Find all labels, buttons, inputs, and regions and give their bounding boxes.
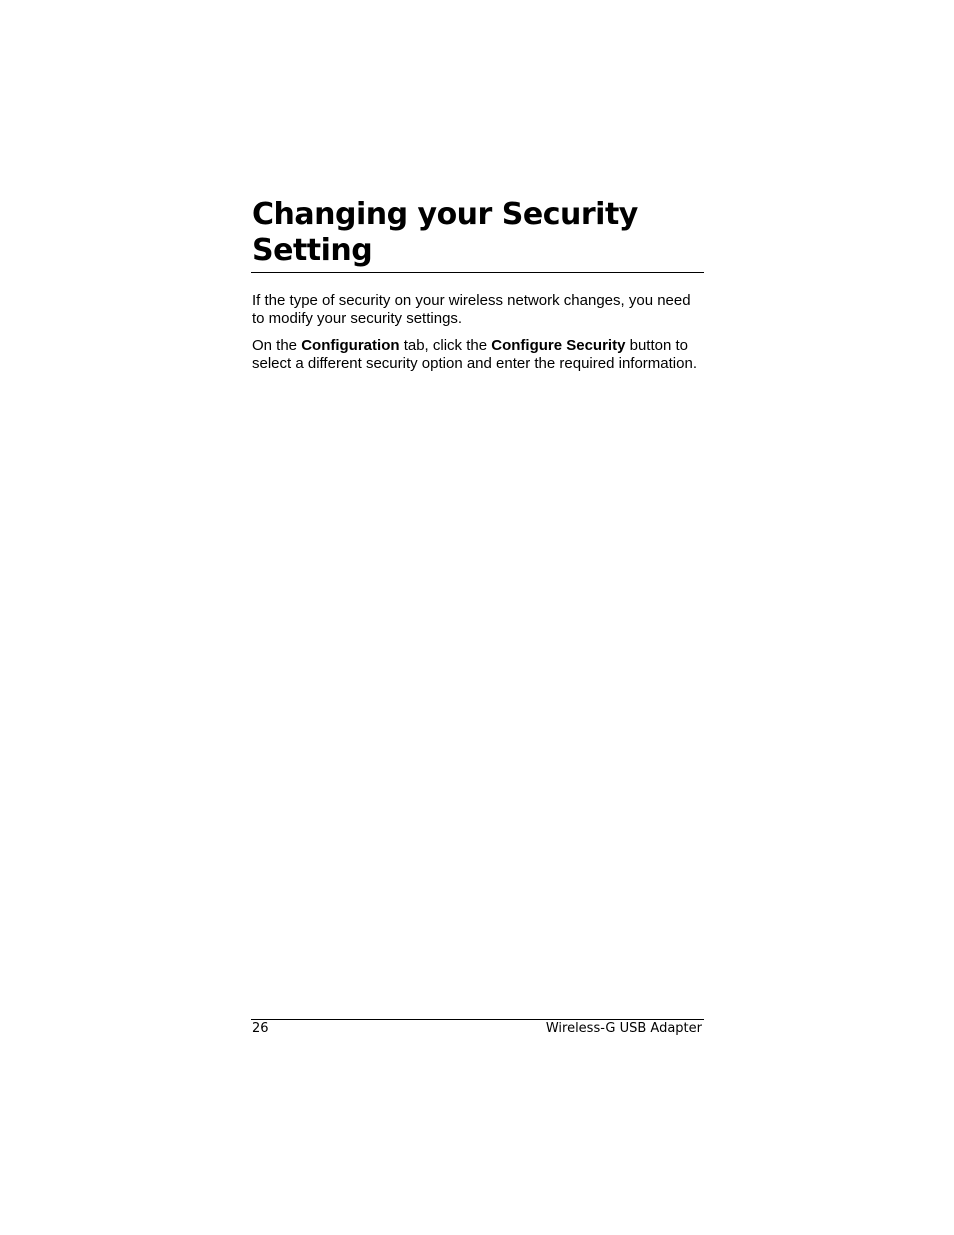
title-rule — [251, 272, 704, 273]
running-footer-title: Wireless-G USB Adapter — [545, 1021, 702, 1036]
instruction-paragraph — [252, 337, 704, 373]
page-title: Changing your Security Setting — [252, 197, 638, 268]
instruction-text-3: button to select a different security option and enter the required information. — [252, 337, 697, 372]
instruction-text-2: tab, click the — [399, 337, 492, 354]
configuration-tab-term: Configuration — [301, 337, 400, 354]
footer-rule — [251, 1019, 704, 1020]
intro-paragraph: If the type of security on your wireless network changes, you need to modify your security settings. — [252, 292, 691, 327]
configure-security-button-term: Configure Security — [491, 337, 626, 354]
instruction-text-1: On the — [252, 337, 302, 354]
page-number: 26 — [252, 1021, 269, 1036]
